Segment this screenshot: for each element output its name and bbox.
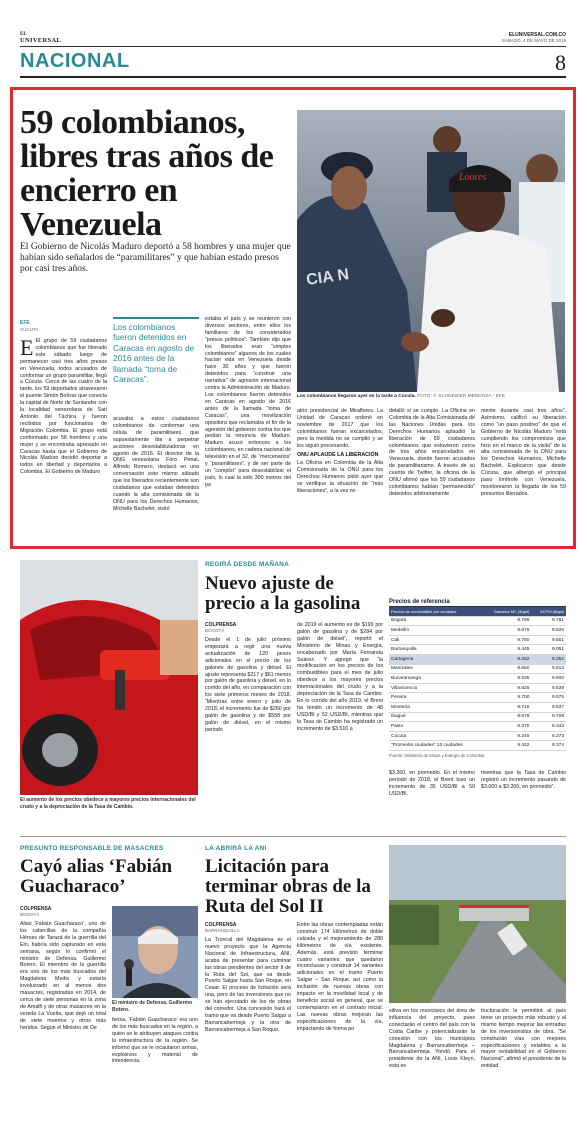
masacres-col1-text: Alias ‘Fabián Guacharaco’, uno de los cabecillas de la compañía Héroes de Tarazá de la guerrilla del Eln, habría sido capturado en esta semana, según lo confirmó el ministro de Defensa, Guillermo Botero. El miembro de la guerrilla era uno de los más buscados del Magdalena Medio y estaría involucrado en al menos dos masacres, registradas en 2014, de cerca de siete personas en la zona de Amalfi y de otras masacres en la vereda La Vuelta, que dejó un total de siete muertos y otros más heridos. Según el Ministro de De (20, 921, 106, 1031)
ruta-headline: Licitación para terminar obras de la Ruta del Sol II (205, 856, 371, 917)
masacres-headline: Cayó alias ‘Fabián Guacharaco’ (20, 856, 173, 897)
price-table-row (389, 626, 566, 636)
masacres-column-1 (20, 921, 106, 1117)
price-city-cell: Cali (389, 635, 482, 645)
price-gas-cell: 9.422 (482, 741, 531, 751)
fuel-column-2 (297, 622, 383, 819)
price-acpm-cell: 9.051 (531, 645, 566, 655)
price-gas-cell: 9.535 (482, 674, 531, 684)
lead-column-6 (481, 408, 566, 543)
svg-text:CIA N: CIA N (305, 266, 351, 289)
masacres-byline: COLPRENSA (20, 906, 52, 912)
lead-col6-text: mente durante casi tres años”. Asimismo, calificó su liberación como “un paso positivo” de que el Gobierno de Nicolás Maduro “está cumpliendo los compromisos que hizo en el marco de la visita” de la alta comisionada de la ONU para los Derechos Humanos, Michelle Bachelet. Explicaron que desde Cúcuta, que albergó el principal paso limítrofe con Venezuela, monitorearon la llegada de los 59 presuntos liberados. (481, 408, 566, 497)
page-number: 8 (555, 50, 566, 75)
price-table-row (389, 683, 566, 693)
price-table-row (389, 616, 566, 626)
fuel-photo (20, 560, 198, 795)
price-city-cell: Bucaramanga (389, 674, 482, 684)
masacres-photo-caption: El ministro de Defensa, Guillermo Botero. (112, 1000, 193, 1013)
price-gas-cell: 8.370 (482, 722, 531, 732)
section-rule (20, 76, 566, 78)
price-city-cell: "Promedio ciudades" 13 ciudades (389, 741, 482, 751)
logo: UNIVERSAL (20, 37, 61, 44)
fuel-byline: COLPRENSA (205, 622, 237, 628)
price-city-cell: Manizales (389, 664, 482, 674)
price-acpm-cell: 9.526 (531, 626, 566, 636)
masthead-rule (20, 46, 566, 47)
masacres-col2-text: fensa, ‘Fabián Guacharaco’ era uno de los más buscados en la región, a quien se le atribuyen ataques contra la infraestructura de la región. Se informó que se le incautaron armas, explosivos y material de intendencia. (112, 1017, 198, 1065)
lead-headline: 59 colombianos, libres tras años de encierro en Venezuela (20, 104, 274, 243)
price-acpm-cell: 9.551 (531, 635, 566, 645)
price-gas-cell: 9.700 (482, 693, 531, 703)
section-divider (20, 836, 566, 837)
lead-col4b-text: La Oficina en Colombia de la Alta Comisionada de la ONU para los Derechos Humanos pidió ayer que se verifique la situación de “más liberaciones”, a la vez no (297, 460, 383, 494)
fuel-col2-text: de 2019 el aumento es de $199 por galón de gasolina y de $284 por galón de diésel”, reportó el Ministerio de Minas y Energía, encabezado por María Fernanda Suárez. Y agregó que “la modificación en los precios de los combustibles para el mes de julio obedece a los mayores precios internacionales del crudo y a la depreciación de la Tasa de Cambio. En lo corrido del año 2019, el Brent ha tenido un incremento de 48 USD/Bl y 52 USD/Bl, mientras que la Tasa de Cambio ha registrado un incremento de $3.510 a (297, 622, 383, 732)
ruta-kicker: LA ABRIRÁ LA ANI (205, 845, 267, 852)
lead-column-2 (113, 416, 199, 543)
masacres-column-2 (112, 1017, 198, 1117)
price-city-cell: Montería (389, 702, 482, 712)
price-gas-cell: 9.678 (482, 712, 531, 722)
section-title: NACIONAL (20, 50, 130, 72)
price-gas-cell: 9.786 (482, 616, 531, 626)
lead-photo-caption (297, 393, 565, 400)
price-gas-cell: 9.676 (482, 626, 531, 636)
price-city-cell: Bogotá (389, 616, 482, 626)
price-table-row (389, 702, 566, 712)
lead-col2-text: acusaba a estos ciudadanos colombianos de conformar una célula de paramilitares que supuestamente iba a perpetrar acciones desestabilizadoras en agosto de 2016. El director de la ONG venezolana Foro Penal, Alfredo Romero, destacó en una conversación este mismo sábado que los liberados recientemente son ciudadanos que estaban detenidos cuando la alta comisionada de la ONU para los Derechos Humanos, Michelle Bachelet, visitó (113, 416, 199, 512)
lead-col3-text: estaba el país y se reunieron con diversos sectores, entre ellos los familiares de los considerados “presos políticos”. También dijo que los liberados eran “simples colombianos” algunos de los cuales hacían vida en Venezuela desde hace 30 años y que fueron detenidos para “construir una narrativa” de agresión internacional contra la Administración de Maduro. Los colombianos fueron detenidos en Caracas en agosto de 2016 antes de la llamada “toma de Caracas”, una movilización opositora que reclamaba el fin de la agresión del gobierno contra los que pedían la renuncia de Maduro. Maduro acusó entonces a los colombianos, en cadena nacional de televisión en el 32, de “mercenarios” y “paramilitares”, y de ser parte de un “complot” para desestabilizar el país, lo cual la sido 300 metros del pa (205, 316, 291, 488)
price-gas-cell: 8.245 (482, 731, 531, 741)
price-acpm-cell: 9.352 (531, 654, 566, 664)
ruta-photo (389, 845, 566, 1003)
ruta-column-2 (297, 922, 383, 1117)
lead-col1-text: El grupo de 59 ciudadanos colombianos que fue liberado este sábado luego de permanecer casi tres años presos en Venezuela, todos acusados de conformar un grupo paramilitar, llegó a Cúcuta. Cerca de las cuatro de la tarde, los 59 deportados atravesaron el puente Simón Bolívar que conecta la capital de Norte de Santander con la localidad venezolana de San Antonio del Táchira y fueron recibidos por funcionarios de Migración Colombia. El grupo está conformado por 58 hombres y una mujer y se encontraba apresado en Caracas hasta que el Gobierno de Nicolás Maduro decidió deportar a todos en libertad y deportarlos a Colombia. El Gobierno de Maduro (20, 338, 107, 476)
price-acpm-cell: 9.575 (531, 693, 566, 703)
lead-photo-illustration (297, 110, 565, 392)
lead-deck: El Gobierno de Nicolás Maduro deportó a 58 hombres y una mujer que habían sido señalados de “paramilitares” y que habían estado presos por casi tres años. (20, 242, 291, 274)
lead-caption-text: Los colombianos llegaron ayer en la tarde a Cúcuta. (297, 394, 416, 399)
cap-lettering: Loores (459, 172, 487, 183)
fuel-photo-caption: El aumento de los precios obedece a mayores precios internacionales del crudo y a la depreciación de la Tasa de Cambio. (20, 797, 196, 810)
price-acpm-cell: 8.343 (531, 722, 566, 732)
fuel-column-1 (205, 637, 291, 819)
lead-byline-place: CÚCUTA (20, 327, 39, 332)
price-gas-cell: 9.780 (482, 635, 531, 645)
price-table-box (389, 599, 566, 758)
price-table-row (389, 722, 566, 732)
price-gas-cell: 9.432 (482, 654, 531, 664)
logo-small: EL (20, 32, 27, 37)
price-header-gas: Gasolina MC ($/gal) (482, 607, 531, 616)
fuel-byline-place: BOGOTÁ (205, 628, 225, 633)
price-gas-cell: 9.825 (482, 683, 531, 693)
ruta-col4-text: tructuración le permitirá al país tener un proyecto más robusto y al mismo tiempo mejorar las entradas de los inversionistas de obra. “Se construirán vías con mejores especificaciones y estables a la mayor rentabilidad en el Gobierno Nacional”, afirmó el presidente de la entidad. (481, 1008, 566, 1070)
lead-column-3 (205, 316, 291, 543)
price-acpm-cell: 9.709 (531, 712, 566, 722)
price-table-row (389, 731, 566, 741)
lead-column-1: E El grupo de 59 ciudadanos colombianos que fue liberado este sábado luego de permanecer casi tres años presos en Venezuela, todos acusados de conformar un grupo paramilitar, llegó a Cúcuta. Cerca de las cuatro de la tarde, los 59 deportados atravesaron el puente Simón Bolívar que conecta la capital de Norte de Santander con la localidad venezolana de San Antonio del Táchira y fueron recibidos por funcionarios de Migración Colombia. El grupo está conformado por 58 hombres y una mujer y se encontraba apresado en Caracas hasta que el Gobierno de Nicolás Maduro decidió deportar a todos en libertad y deportarlos a Colombia. El Gobierno de Maduro (20, 338, 107, 476)
price-acpm-cell: 9.537 (531, 702, 566, 712)
price-gas-cell: 9.445 (482, 645, 531, 655)
price-city-cell: Cartagena (389, 654, 482, 664)
fuel-kicker: REGIRÁ DESDE MAÑANA (205, 561, 289, 568)
ruta-col1-text: La Troncal del Magdalena es el nuevo proyecto que la Agencia Nacional de Infraestructura, ANI, acaba de presentar para culminar las obras pendientes del sector II de la Ruta del Sol, que va desde Puerto Salgar hasta San Roque, en Cesar. El proceso de licitación será una, pero de las inversiones que no se han ejecutado de los de obras del corredor. Una concesión hará el tramo que va desde Puerto Salgar a Barrancabermeja y la otra de Barrancabermeja a San Roque. (205, 937, 291, 1033)
fuel-column-4 (481, 770, 566, 818)
lead-photo (297, 110, 565, 392)
ruta-column-4 (481, 1008, 566, 1117)
fuel-headline: Nuevo ajuste de precio a la gasolina (205, 573, 361, 614)
fuel-col3-text: $3.260, en promedio. En el mismo periodo de 2018, el Brent tuvo un incremento de 35 USD/Bl a 50 USD/Bl, (389, 770, 475, 797)
price-table-row (389, 654, 566, 664)
price-acpm-cell: 8.273 (531, 731, 566, 741)
date: SÁBADO, 4 DE MAYO DE 2019 (501, 38, 566, 43)
lead-byline: EFE (20, 320, 30, 326)
price-table-header (389, 607, 566, 616)
ruta-photo-illustration (389, 845, 566, 1003)
price-table-row (389, 635, 566, 645)
lead-photo-credit: FOTO: © SCHNEIDER MENDOZA - EFE (417, 394, 505, 399)
price-city-cell: Barranquilla (389, 645, 482, 655)
price-table-row (389, 645, 566, 655)
masacres-kicker: PRESUNTO RESPONSABLE DE MASACRES (20, 845, 164, 852)
ruta-byline-place: BARRANQUILLA (205, 928, 240, 933)
price-acpm-cell: 9.374 (531, 741, 566, 751)
ruta-col2-text: Entre las obras contempladas están construir 174 kilómetros de doble calzada y el mejoramiento de 280 kilómetros de vía existente. Además, está previsto terminar cuatro variantes que quedaron inconclusas y construir 14 variantes adicionales en el tramo Puerto Salgar – San Roque, así como la inclusión de nuevas obras con impacto en la movilidad local y de beneficio social en general, que se contemplaron en el contrato inicial. Las nuevas obras mejoran las especificaciones de la vía, impactando de forma po (297, 922, 383, 1032)
lead-pullquote: Los colombianos fueron detenidos en Caracas en agosto de 2016 antes de la llamada “toma de Caracas”. (113, 322, 195, 385)
price-acpm-cell: 9.613 (531, 664, 566, 674)
fuel-col4-text: mientras que la Tasa de Cambio registró un incremento pasando de $3.000 a $3.200, en promedio”. (481, 770, 566, 790)
ruta-byline: COLPRENSA (205, 922, 237, 928)
price-table-row (389, 674, 566, 684)
price-city-cell: Medellín (389, 626, 482, 636)
price-table-title: Precios de referencia (389, 599, 566, 607)
price-header-city: Precios de combustible por ciudades (389, 607, 482, 616)
price-table-row (389, 664, 566, 674)
price-table-row (389, 693, 566, 703)
price-gas-cell: 9.660 (482, 664, 531, 674)
lead-column-4 (297, 408, 383, 543)
price-acpm-cell: 9.781 (531, 616, 566, 626)
lead-col5-text: detalló si se cumple. La Oficina en Colombia de la Alta Comisionada de las Naciones Unidas para los Derechos Humanos aplaudió la liberación de 59 ciudadanos colombianos que estuvieron cerca de tres años encarcelados en Venezuela, donde fueron acusados de paramilitarismo. A través de su cuenta de Twitter, la oficina de la ONU afirmó que los 59 ciudadanos colombianos habían “permanecido” detenidos arbitrariamente (389, 408, 475, 497)
price-city-cell: Cúcuta (389, 731, 482, 741)
ruta-col3-text: sitiva en los municipios del área de influencia del proyecto, pues conectarán el centro del país con la Costa Caribe y potencializarán la conexión con los municipios Magdalena y Barrancabermeja – Barrancabermeja. Yondó. Para el presidente de la ANI, Louis Kleyn, esta es (389, 1008, 475, 1070)
lead-pullquote-box (113, 317, 199, 414)
lead-column-5 (389, 408, 475, 543)
fuel-col1-text: Desde el 1 de julio próximo empezará a regir una nueva actualización de 120 pesos adicionales en el precio de los galones de gasolina y diésel. El ajuste representa $217 y $61 menos por galón de gasolina y diésel, en lo corrido del año, en comparación con los siete primeros meses de 2018. “Mientras entre enero y julio de 2018, el incremento fue de $260 por galón de gasolina y de $558 por galón de diésel, en el mismo periodo (205, 637, 291, 733)
ruta-column-3 (389, 1008, 475, 1117)
price-table-row (389, 741, 566, 751)
ruta-column-1 (205, 937, 291, 1117)
price-city-cell: Pasto (389, 722, 482, 732)
masacres-photo (112, 906, 198, 998)
price-header-acpm: ACPM ($/gal) (531, 607, 566, 616)
price-city-cell: Pereira (389, 693, 482, 703)
price-city-cell: Villavicencio (389, 683, 482, 693)
price-city-cell: Ibagué (389, 712, 482, 722)
price-acpm-cell: 9.600 (531, 674, 566, 684)
masacres-byline-place: BOGOTÁ (20, 912, 40, 917)
price-table-row (389, 712, 566, 722)
website: ELUNIVERSAL.COM.CO (508, 32, 566, 38)
fuel-column-3 (389, 770, 475, 818)
price-gas-cell: 9.715 (482, 702, 531, 712)
fuel-photo-illustration (20, 560, 198, 795)
lead-subhead: ONU APLAUDE LA LIBERACIÓN (297, 452, 379, 459)
price-table-source: Fuente: Ministerio de Minas y Energía de Colombia (389, 752, 485, 758)
masacres-photo-illustration (112, 906, 198, 998)
price-table (389, 607, 566, 751)
lead-col4-text: atrio presidencial de Miraflores. La Unidad de Caracas ordenó en noviembre de 2017 que los colombianos fueran excarcelados, pero la medida no se cumplió y se les siguió procesando. (297, 408, 383, 449)
price-acpm-cell: 9.538 (531, 683, 566, 693)
